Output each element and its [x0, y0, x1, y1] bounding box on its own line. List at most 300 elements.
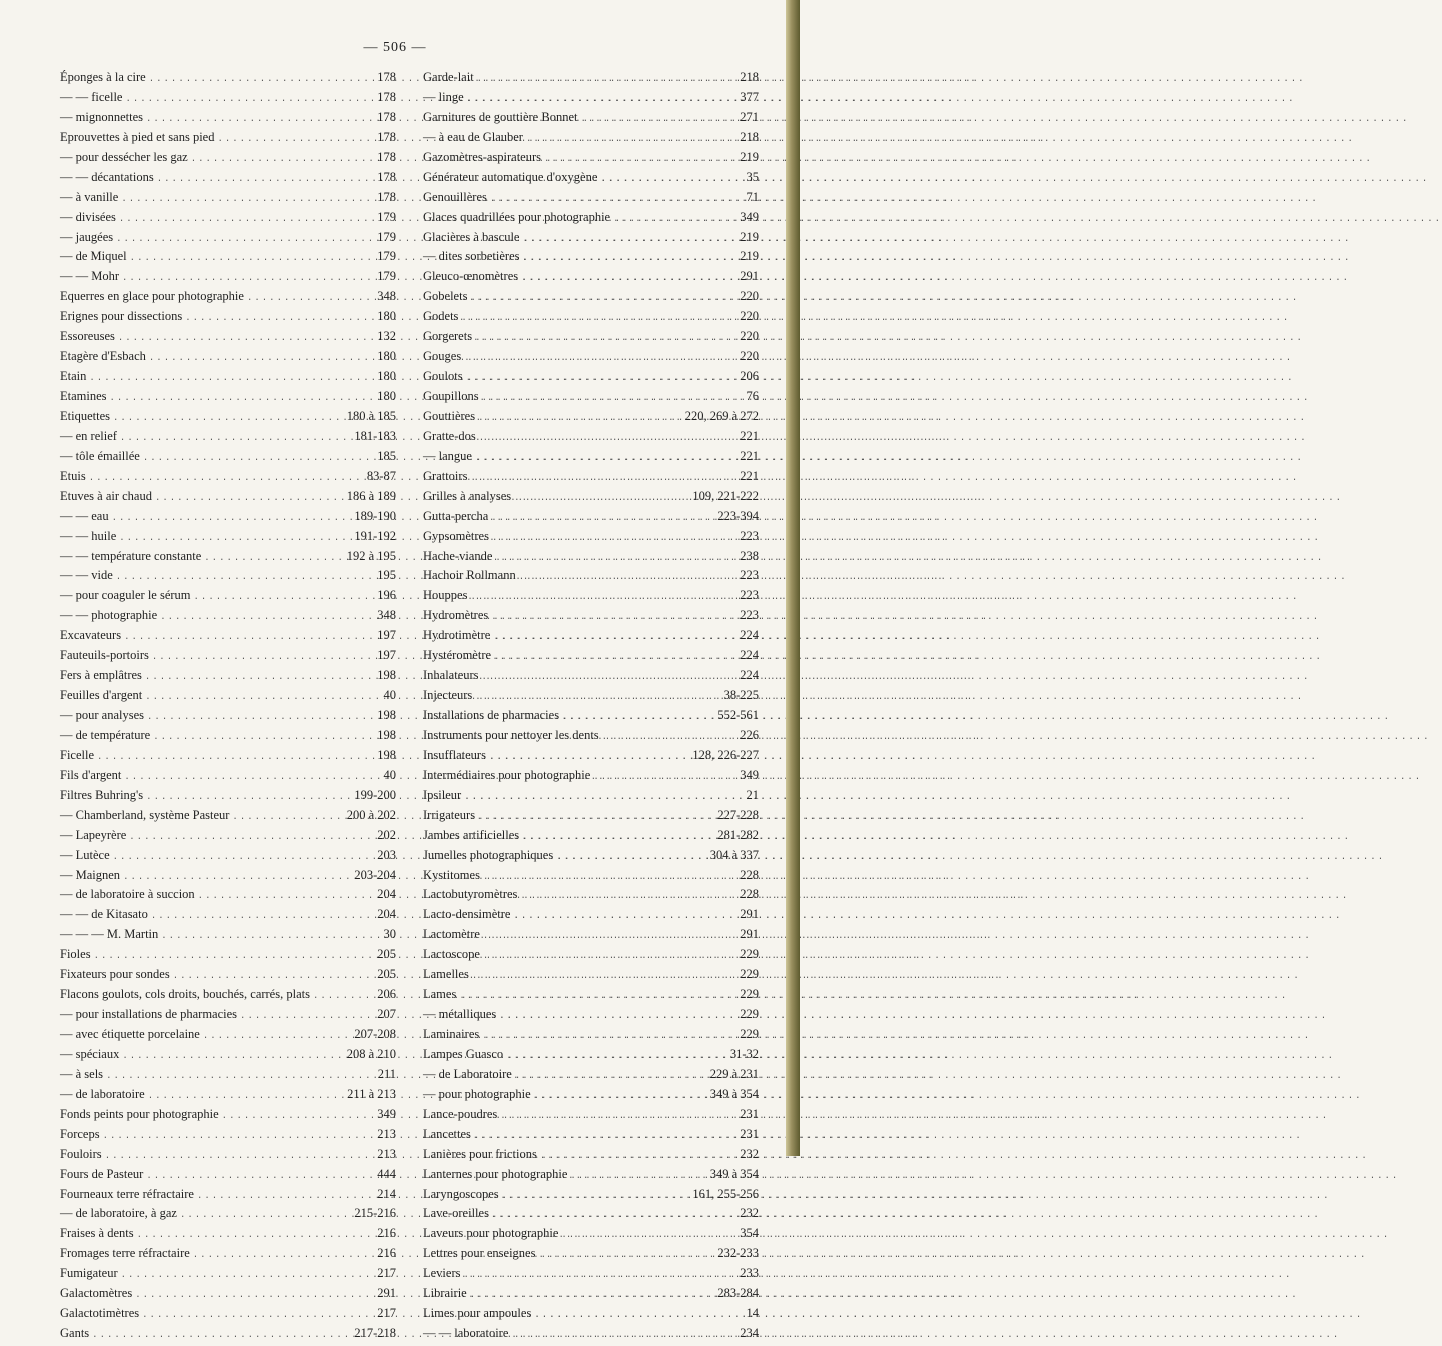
dot-leader	[511, 1330, 737, 1340]
index-entry	[423, 688, 759, 708]
entry-label: Fils d'argent	[60, 767, 122, 782]
index-entry	[423, 70, 759, 90]
dot-leader	[491, 513, 714, 523]
index-entry	[423, 309, 759, 329]
entry-label: — divisées	[60, 209, 116, 224]
entry-page: 219	[740, 149, 759, 164]
entry-label: — linge	[423, 89, 464, 104]
dot-leader	[479, 433, 737, 443]
entry-page: 220	[740, 309, 759, 324]
dot-leader	[544, 154, 737, 164]
dot-leader	[121, 1270, 375, 1280]
dot-leader	[482, 672, 738, 682]
entry-label: Genouillères	[423, 189, 487, 204]
entry-label: — — température constante	[60, 548, 202, 563]
index-entry	[60, 309, 396, 329]
index-entry	[423, 768, 759, 788]
dot-leader	[120, 433, 351, 443]
index-entry	[423, 190, 759, 210]
entry-label: — — — M. Martin	[60, 927, 159, 942]
entry-page: 204	[377, 887, 396, 902]
entry-label: Gants	[60, 1326, 90, 1341]
index-entry	[423, 907, 759, 927]
dot-leader	[491, 612, 737, 622]
index-entry	[423, 668, 759, 688]
index-entry	[60, 648, 396, 668]
index-entry	[60, 1007, 396, 1027]
dot-leader	[477, 74, 738, 84]
index-entry	[60, 449, 396, 469]
index-entry	[60, 230, 396, 250]
entry-label: Fumigateur	[60, 1266, 118, 1281]
dot-leader	[191, 154, 375, 164]
dot-leader	[116, 572, 374, 582]
index-entry	[423, 1027, 759, 1047]
entry-page: 234	[740, 1326, 759, 1341]
entry-page: 291	[740, 907, 759, 922]
entry-label: — Maignen	[60, 867, 121, 882]
dot-leader	[600, 174, 743, 184]
index-entry	[60, 907, 396, 927]
dot-leader	[103, 1131, 375, 1141]
entry-label: Goupillons	[423, 389, 479, 403]
index-entry	[423, 967, 759, 987]
entry-page: 214	[377, 1186, 396, 1201]
index-entry	[60, 329, 396, 349]
index-entry	[60, 808, 396, 828]
index-entry	[423, 489, 759, 509]
entry-label: Goulots	[423, 369, 463, 384]
dot-leader	[232, 812, 343, 822]
dot-leader	[92, 1330, 351, 1340]
entry-page: 226	[740, 727, 759, 742]
entry-page: 220	[740, 349, 759, 364]
entry-page: 207	[377, 1007, 396, 1022]
entry-label: — Lapeyrère	[60, 827, 127, 842]
entry-page: 180 à 185	[346, 408, 396, 423]
dot-leader	[470, 293, 737, 303]
dot-leader	[97, 752, 374, 762]
dot-leader	[118, 333, 374, 343]
entry-page: 217	[377, 1266, 396, 1281]
page-edge	[786, 0, 800, 1156]
entry-label: Limes pour ampoules	[423, 1306, 532, 1321]
entry-page: 205	[377, 947, 396, 962]
entry-label: — pour installations de pharmacies	[60, 1007, 238, 1022]
dot-leader	[113, 413, 344, 423]
index-entry	[423, 987, 759, 1007]
dot-leader	[521, 273, 737, 283]
entry-page: 178	[377, 149, 396, 164]
entry-page: 221	[740, 468, 759, 483]
entry-label: Glacières à bascule	[423, 229, 520, 244]
index-entry	[423, 389, 759, 409]
entry-page: 198	[377, 708, 396, 722]
index-entry	[60, 549, 396, 569]
entry-label: Générateur automatique d'oxygène	[423, 169, 598, 184]
entry-label: Etagère d'Esbach	[60, 349, 146, 364]
entry-label: Éponges à la cire	[60, 70, 146, 84]
index-entry	[423, 249, 759, 269]
entry-page: 211	[377, 1066, 396, 1081]
entry-label: — — Mohr	[60, 269, 120, 284]
dot-leader	[522, 234, 737, 244]
dot-leader	[489, 752, 689, 762]
entry-label: — à vanille	[60, 189, 119, 204]
index-entry	[60, 728, 396, 748]
entry-label: Fours de Pasteur	[60, 1166, 144, 1181]
entry-label: — jaugées	[60, 229, 114, 244]
entry-label: Houppes	[423, 588, 468, 603]
index-entry	[60, 987, 396, 1007]
entry-page: 178	[377, 109, 396, 124]
entry-label: Hydromètres	[423, 608, 489, 623]
entry-page: 552-561	[717, 708, 759, 722]
index-entry	[60, 110, 396, 130]
entry-label: Etuves à air chaud	[60, 488, 152, 503]
entry-page: 354	[740, 1226, 759, 1241]
entry-page: 283-284	[717, 1286, 759, 1301]
entry-page: 444	[377, 1166, 396, 1181]
entry-page: 220, 269 à 272	[684, 408, 759, 423]
dot-leader	[161, 931, 380, 941]
entry-label: — tôle émaillée	[60, 448, 140, 463]
index-entry	[60, 947, 396, 967]
entry-label: — avec étiquette porcelaine	[60, 1027, 200, 1041]
entry-page: 229 à 231	[709, 1066, 759, 1081]
dot-leader	[478, 812, 714, 822]
dot-leader	[520, 891, 737, 901]
index-entry	[423, 1147, 759, 1167]
entry-page: 207-208	[354, 1027, 396, 1041]
entry-label: Fourneaux terre réfractaire	[60, 1186, 194, 1201]
entry-label: Gouttières	[423, 408, 476, 423]
index-entry	[423, 788, 759, 808]
index-entry	[423, 409, 759, 429]
entry-page: 178	[377, 129, 396, 144]
index-entry	[60, 1326, 396, 1346]
index-entry	[60, 768, 396, 788]
entry-label: Gorgerets	[423, 329, 473, 344]
dot-leader	[124, 632, 374, 642]
dot-leader	[222, 1111, 375, 1121]
entry-label: — de Laboratoire	[423, 1066, 512, 1081]
entry-label: — dites sorbetières	[423, 249, 520, 264]
entry-label: Lance-poudres	[423, 1106, 498, 1121]
entry-label: Laminaires	[423, 1027, 480, 1041]
entry-label: Ipsileur	[423, 787, 462, 802]
dot-leader	[514, 493, 689, 503]
entry-label: Filtres Buhring's	[60, 787, 144, 802]
index-entry	[60, 1107, 396, 1127]
index-entry	[423, 130, 759, 150]
index-entry	[423, 1226, 759, 1246]
index-entry	[423, 728, 759, 748]
entry-label: Hachoir Rollmann	[423, 568, 516, 583]
index-entry	[423, 549, 759, 569]
entry-page: 271	[740, 109, 759, 124]
entry-label: Fixateurs pour sondes	[60, 967, 170, 982]
index-entry	[60, 848, 396, 868]
entry-page: 211 à 213	[347, 1086, 396, 1101]
entry-label: Lactobutyromètres	[423, 887, 518, 902]
dot-leader	[217, 134, 374, 144]
dot-leader	[110, 393, 375, 403]
entry-page: 200 à 202	[346, 807, 396, 822]
dot-leader	[561, 1230, 737, 1240]
index-column-right	[423, 70, 759, 1346]
dot-leader	[556, 852, 706, 862]
dot-leader	[513, 911, 737, 921]
entry-page: 179	[377, 269, 396, 284]
dot-leader	[470, 592, 737, 602]
entry-label: Instruments pour nettoyer les dents	[423, 727, 599, 742]
dot-leader	[515, 1071, 707, 1081]
dot-leader	[475, 453, 737, 463]
index-entry	[423, 230, 759, 250]
index-entry	[423, 469, 759, 489]
entry-page: 179	[377, 249, 396, 264]
dot-leader	[475, 333, 737, 343]
dot-leader	[562, 712, 714, 722]
dot-leader	[204, 553, 343, 563]
entry-page: 349	[740, 767, 759, 782]
entry-label: Lacto-densimètre	[423, 907, 511, 922]
dot-leader	[459, 991, 737, 1001]
entry-label: Jambes artificielles	[423, 827, 520, 842]
entry-label: — à sels	[60, 1066, 104, 1081]
index-entry	[423, 1306, 759, 1326]
dot-leader	[580, 114, 737, 124]
dot-leader	[129, 832, 374, 842]
index-entry	[423, 568, 759, 588]
dot-leader	[94, 951, 375, 961]
index-entry	[60, 269, 396, 289]
entry-label: Gazomètres-aspirateurs	[423, 149, 541, 164]
index-entry	[60, 1286, 396, 1306]
entry-label: — de laboratoire à succion	[60, 887, 195, 902]
dot-leader	[540, 1151, 737, 1161]
index-entry	[423, 608, 759, 628]
entry-label: Lettres pour enseignes	[423, 1246, 536, 1261]
dot-leader	[493, 632, 737, 642]
entry-page: 161, 255-256	[692, 1186, 759, 1201]
entry-page: 231	[740, 1126, 759, 1141]
dot-leader	[506, 1051, 727, 1061]
dot-leader	[472, 971, 737, 981]
entry-page: 40	[383, 767, 396, 782]
dot-leader	[125, 94, 374, 104]
index-entry	[60, 887, 396, 907]
index-entry	[60, 708, 396, 728]
dot-leader	[499, 1011, 737, 1021]
entry-page: 220	[740, 289, 759, 304]
entry-page: 291	[377, 1286, 396, 1301]
dot-leader	[534, 1091, 707, 1101]
entry-page: 216	[377, 1246, 396, 1261]
index-entry	[60, 1067, 396, 1087]
dot-leader	[494, 652, 737, 662]
entry-page: 223-394	[717, 508, 759, 523]
entry-label: Inhalateurs	[423, 668, 479, 683]
entry-label: — — décantations	[60, 169, 154, 184]
dot-leader	[119, 533, 351, 543]
entry-label: Hache-viande	[423, 548, 493, 563]
entry-label: Lamelles	[423, 967, 469, 982]
index-entry	[423, 828, 759, 848]
entry-label: Gobelets	[423, 289, 468, 304]
index-entry	[60, 1087, 396, 1107]
entry-page: 221	[740, 448, 759, 463]
dot-leader	[173, 971, 375, 981]
entry-label: Gutta-percha	[423, 508, 489, 523]
entry-label: Etuis	[60, 468, 86, 483]
entry-label: Excavateurs	[60, 628, 122, 643]
dot-leader	[474, 1131, 737, 1141]
page-number: — 506 —	[363, 40, 427, 55]
entry-page: 205	[377, 967, 396, 982]
dot-leader	[464, 792, 743, 802]
index-entry	[423, 150, 759, 170]
entry-label: — de température	[60, 727, 151, 742]
entry-label: Librairie	[423, 1286, 467, 1301]
dot-leader	[145, 692, 380, 702]
index-entry	[60, 429, 396, 449]
entry-label: — — ficelle	[60, 89, 123, 104]
index-entry	[60, 249, 396, 269]
entry-page: 180	[377, 349, 396, 364]
dot-leader	[482, 1031, 737, 1041]
dot-leader	[522, 832, 714, 842]
entry-page: 349	[377, 1106, 396, 1121]
entry-page: 229	[740, 987, 759, 1002]
entry-page: 291	[740, 927, 759, 942]
entry-label: — — de Kitasato	[60, 907, 148, 922]
index-entry	[60, 828, 396, 848]
index-entry	[60, 608, 396, 628]
dot-leader	[122, 273, 374, 283]
index-column-left	[60, 70, 396, 1346]
entry-label: Fouloirs	[60, 1146, 102, 1161]
entry-label: Grilles à analyses	[423, 488, 512, 503]
entry-page: 218	[740, 129, 759, 144]
dot-leader	[137, 1230, 375, 1240]
entry-label: Godets	[423, 309, 459, 324]
entry-label: Leviers	[423, 1266, 461, 1281]
dot-leader	[106, 1071, 375, 1081]
dot-leader	[526, 134, 737, 144]
entry-page: 217	[377, 1306, 396, 1321]
dot-leader	[461, 313, 737, 323]
entry-page: 14	[746, 1306, 759, 1321]
entry-page: 229	[740, 967, 759, 982]
dot-leader	[483, 931, 737, 941]
entry-label: Galactomètres	[60, 1286, 133, 1301]
entry-label: Ficelle	[60, 747, 95, 762]
dot-leader	[157, 174, 375, 184]
entry-label: Lampes Guasco	[423, 1046, 504, 1061]
dot-leader	[475, 692, 720, 702]
dot-leader	[490, 194, 744, 204]
dot-leader	[247, 293, 374, 303]
index-entry	[60, 748, 396, 768]
entry-page: 204	[377, 907, 396, 922]
dot-leader	[130, 253, 375, 263]
index-entry	[60, 1266, 396, 1286]
entry-label: — — eau	[60, 508, 109, 523]
index-entry	[60, 688, 396, 708]
entry-page: 132	[377, 329, 396, 344]
dot-leader	[492, 1210, 737, 1220]
entry-page: 291	[740, 269, 759, 284]
entry-page: 229	[740, 1027, 759, 1041]
entry-label: Feuilles d'argent	[60, 688, 143, 703]
entry-label: Lave-oreilles	[423, 1206, 489, 1221]
index-entry	[423, 887, 759, 907]
entry-page: 206	[377, 987, 396, 1002]
dot-leader	[470, 1290, 715, 1300]
dot-leader	[149, 353, 374, 363]
entry-label: Glaces quadrillées pour photographie	[423, 209, 611, 224]
dot-leader	[502, 1191, 690, 1201]
entry-page: 224	[740, 648, 759, 663]
dot-leader	[112, 513, 352, 523]
index-entry	[423, 429, 759, 449]
entry-page: 217-218	[354, 1326, 396, 1341]
entry-page: 238	[740, 548, 759, 563]
index-entry	[60, 967, 396, 987]
entry-page: 179	[377, 209, 396, 224]
dot-leader	[121, 194, 374, 204]
dot-leader	[482, 393, 744, 403]
dot-leader	[116, 234, 374, 244]
entry-label: Fers à emplâtres	[60, 668, 142, 683]
index-entry	[423, 848, 759, 868]
index-entry	[423, 1266, 759, 1286]
entry-page: 232	[740, 1146, 759, 1161]
entry-label: Hystéromètre	[423, 648, 492, 663]
dot-leader	[89, 373, 374, 383]
entry-page: 180	[377, 309, 396, 324]
entry-page: 232-233	[717, 1246, 759, 1261]
dot-leader	[483, 872, 737, 882]
entry-page: 203	[377, 847, 396, 862]
index-entry	[60, 668, 396, 688]
dot-leader	[593, 772, 737, 782]
entry-page: 180	[377, 389, 396, 403]
dot-leader	[146, 792, 351, 802]
index-entry	[423, 1286, 759, 1306]
entry-page: 220	[740, 329, 759, 344]
entry-label: — pour dessécher les gaz	[60, 149, 188, 164]
entry-label: Garde-lait	[423, 70, 474, 84]
dot-leader	[124, 772, 380, 782]
index-entry	[423, 808, 759, 828]
dot-leader	[570, 1171, 706, 1181]
entry-page: 227-228	[717, 807, 759, 822]
index-entry	[423, 628, 759, 648]
entry-page: 223	[740, 528, 759, 543]
dot-leader	[467, 94, 738, 104]
entry-label: Flacons goulots, cols droits, bouchés, carrés, plats	[60, 987, 310, 1002]
index-entry	[423, 1007, 759, 1027]
dot-leader	[538, 1250, 714, 1260]
entry-page: 40	[383, 688, 396, 703]
entry-page: 232	[740, 1206, 759, 1221]
entry-page: 349 à 354	[709, 1166, 759, 1181]
index-entry	[423, 529, 759, 549]
entry-label: Gouges	[423, 349, 462, 364]
